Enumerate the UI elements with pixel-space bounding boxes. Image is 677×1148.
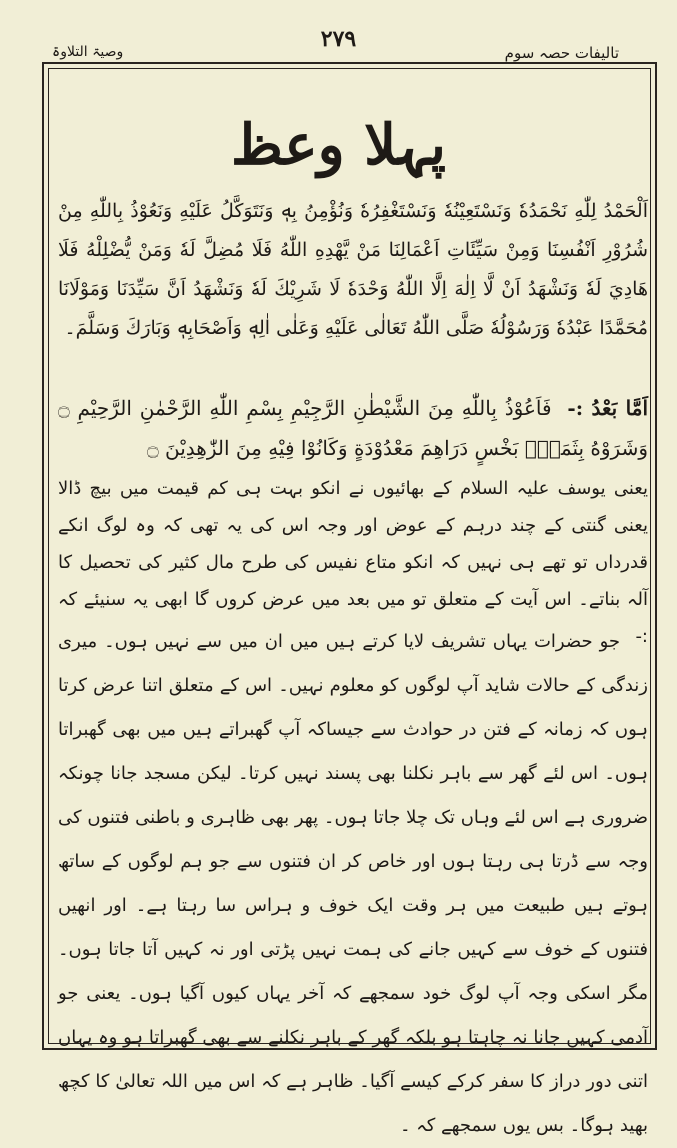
section-header: وصیۃ التلاوۃ bbox=[52, 44, 124, 60]
book-title-header: تالیفات حصہ سوم bbox=[504, 44, 619, 62]
amma-badu-label: اَمَّا بَعْدُ :- bbox=[567, 396, 649, 420]
sermon-title: پہلا وعظ bbox=[231, 112, 446, 178]
body-block bbox=[58, 620, 648, 1148]
quran-verse: فَاَعُوْذُ بِاللّٰهِ مِنَ الشَّيْطٰنِ الرَّجِيْمِ بِسْمِ اللّٰهِ الرَّحْمٰنِ الرَّحِيْمِ ۝ وَشَرَوْهُ بِثَمَنٍۭ بَخْسٍ دَرَاهِمَ مَعْدُوْدَةٍ وَكَانُوْا فِيْهِ مِنَ الزّٰهِدِيْنَ ۝ bbox=[58, 396, 648, 460]
page-number: ۲۷۹ bbox=[320, 26, 357, 52]
body-paragraph: جو حضرات یہاں تشریف لایا کرتے ہیں میں ان میں سے نہیں ہوں۔ میری زندگی کے حالات شاید آپ لوگوں کو معلوم نہیں۔ اس کے متعلق اتنا عرض کرتا ہوں کہ زمانہ کے فتن در حوادث سے جیساکہ آپ گھبراتے ہیں میں بھی گھبراتا ہوں۔ اس لئے گھر سے باہر نکلنا بھی پسند نہیں کرتا۔ لیکن مسجد جانا چونکہ ضروری ہے اس لئے وہاں تک چلا جاتا ہوں۔ پھر بھی ظاہری و باطنی فتنوں کی وجہ سے ڈرتا ہی رہتا ہوں اور خاص کر ان فتنوں سے جو ہم لوگوں کے ساتھ ہوتے ہیں طبیعت میں ہر وقت ایک خوف و ہراس سا رہتا ہے۔ اور انھیں فتنوں کے خوف سے کہیں جانے کی ہمت نہیں پڑتی اور نہ کہیں آتا جاتا ہوں۔ مگر اسکی وجہ آپ لوگ خود سمجھے کہ آخر یہاں کیوں آگیا ہوں۔ یعنی جو آدمی کہیں جانا نہ چاہتا ہو بلکہ گھر کے باہر نکلنے سے بھی گھبراتا ہو وہ یہاں اتنی دور دراز کا سفر کرکے کیسے آگیا۔ ظاہر ہے کہ اس میں اللہ تعالیٰ کا کچھ بھید ہوگا۔ بس یوں سمجھے کہ ۔ bbox=[58, 631, 648, 1136]
verse-section bbox=[58, 388, 648, 468]
khutba-text: اَلْحَمْدُ لِلّٰهِ نَحْمَدُهٗ وَنَسْتَعِيْنُهٗ وَنَسْتَغْفِرُهٗ وَنُؤْمِنُ بِهٖ وَنَتَوَكَّلُ عَلَيْهِ وَنَعُوْذُ بِاللّٰهِ مِنْ شُرُوْرِ اَنْفُسِنَا وَمِنْ سَيِّئَاتِ اَعْمَالِنَا مَنْ يَّهْدِهِ اللّٰهُ فَلَا مُضِلَّ لَهٗ وَمَنْ يُّضْلِلْهُ فَلَا هَادِيَ لَهٗ وَنَشْهَدُ اَنْ لَّا اِلٰهَ اِلَّا اللّٰهُ وَحْدَهٗ لَا شَرِيْكَ لَهٗ وَنَشْهَدُ اَنَّ سَيِّدَنَا وَمَوْلَانَا مُحَمَّدًا عَبْدُهٗ وَرَسُوْلُهٗ صَلَّى اللّٰهُ تَعَالٰى عَلَيْهِ وَعَلٰى اٰلِهٖ وَاَصْحَابِهٖ وَبَارَكَ وَسَلَّمَ۔ bbox=[58, 200, 648, 339]
translation-paragraph: یعنی یوسف علیہ السلام کے بھائیوں نے انکو بہت ہی کم قیمت میں بیچ ڈالا یعنی گنتی کے چند درہم کے عوض اور وجہ اس کی یہ تھی کہ وہ لوگ انکے قدرداں تو تھے ہی نہیں کہ انکو متاع نفیس کی طرح مال کثیر کی تحصیل کا آلہ بناتے۔ اس آیت کے متعلق تو میں بعد میں عرض کروں گا ابھی یہ سنیئے کہ :- bbox=[58, 478, 648, 647]
